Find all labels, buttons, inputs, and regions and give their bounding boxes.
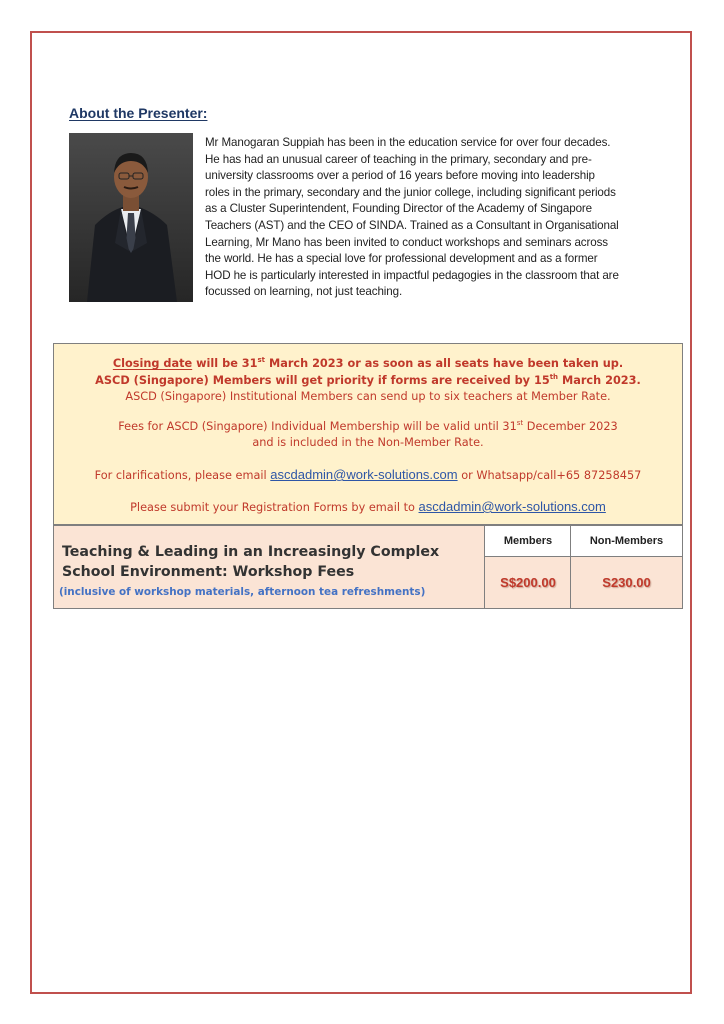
bio-line: roles in the primary, secondary and the junior college, including significant periods: [205, 185, 616, 199]
members-column: [484, 526, 571, 608]
institutional-line: ASCD (Singapore) Institutional Members can send up to six teachers at Member Rate.: [125, 390, 611, 403]
closing-date-sup: st: [257, 356, 266, 364]
bio-line: Learning, Mr Mano has been invited to conduct workshops and seminars across: [205, 235, 609, 249]
presenter-portrait-icon: [69, 133, 193, 302]
priority-text: ASCD (Singapore) Members will get priority if forms are received by 15: [95, 374, 550, 387]
clarifications-email-link[interactable]: ascdadmin@work-solutions.com: [270, 467, 458, 482]
clarifications-text: For clarifications, please email: [94, 469, 271, 482]
closing-date-label: Closing date: [112, 357, 193, 370]
bio-line: He has had an unusual career of teaching in the primary, secondary and pre-: [205, 152, 592, 166]
members-header: Members: [485, 526, 571, 557]
bio-line: Mr Manogaran Suppiah has been in the education service for over four decades.: [205, 136, 611, 149]
membership-fee-line: [54, 420, 682, 433]
bio-line: Teachers (AST) and the CEO of SINDA. Trained as a Consultant in Organisational: [205, 218, 619, 232]
membership-fee-line-2: and is included in the Non-Member Rate.: [252, 436, 484, 449]
clarifications-phone-text: or Whatsapp/call+65 87258457: [457, 469, 642, 482]
about-heading: About the Presenter:: [69, 105, 208, 121]
registration-info-box: [53, 343, 683, 525]
nonmembers-price: S230.00: [602, 575, 651, 590]
bio-line: the world. He has a special love for professional development and as a former: [205, 252, 598, 266]
submit-email-link[interactable]: ascdadmin@work-solutions.com: [418, 499, 606, 514]
bio-line: as a Cluster Superintendent, Founding Director of the Academy of Singapore: [205, 202, 593, 216]
membership-fee-text: Fees for ASCD (Singapore) Individual Membership will be valid until 31: [118, 420, 517, 433]
priority-text-b: March 2023.: [558, 374, 641, 387]
bio-line: university classrooms over a period of 16 years before moving into leadership: [205, 169, 595, 183]
membership-fee-text-b: December 2023: [523, 420, 618, 433]
workshop-fees-table: [53, 525, 683, 609]
clarifications-line: [54, 467, 682, 482]
fees-note: (inclusive of workshop materials, afternoon tea refreshments): [59, 586, 426, 598]
closing-date-text-b: March 2023 or as soon as all seats have been taken up.: [265, 357, 624, 370]
closing-date-line: [54, 357, 682, 370]
bio-line: HOD he is particularly interested in impactful pedagogies in the classroom that are: [205, 268, 619, 282]
nonmembers-column: [570, 526, 682, 608]
membership-fee-sup: st: [516, 419, 524, 427]
priority-line: [54, 374, 682, 387]
presenter-bio: [205, 135, 665, 301]
members-price: S$200.00: [500, 575, 556, 590]
submit-text: Please submit your Registration Forms by email to: [130, 501, 419, 514]
priority-sup: th: [549, 373, 559, 381]
nonmembers-header: Non-Members: [571, 526, 682, 557]
submit-line: [54, 499, 682, 514]
bio-line: focussed on learning, not just teaching.: [205, 285, 403, 299]
presenter-photo: [69, 133, 193, 302]
fees-title: Teaching & Leading in an Increasingly Complex School Environment: Workshop Fees: [62, 544, 440, 580]
closing-date-text: will be 31: [192, 357, 258, 370]
